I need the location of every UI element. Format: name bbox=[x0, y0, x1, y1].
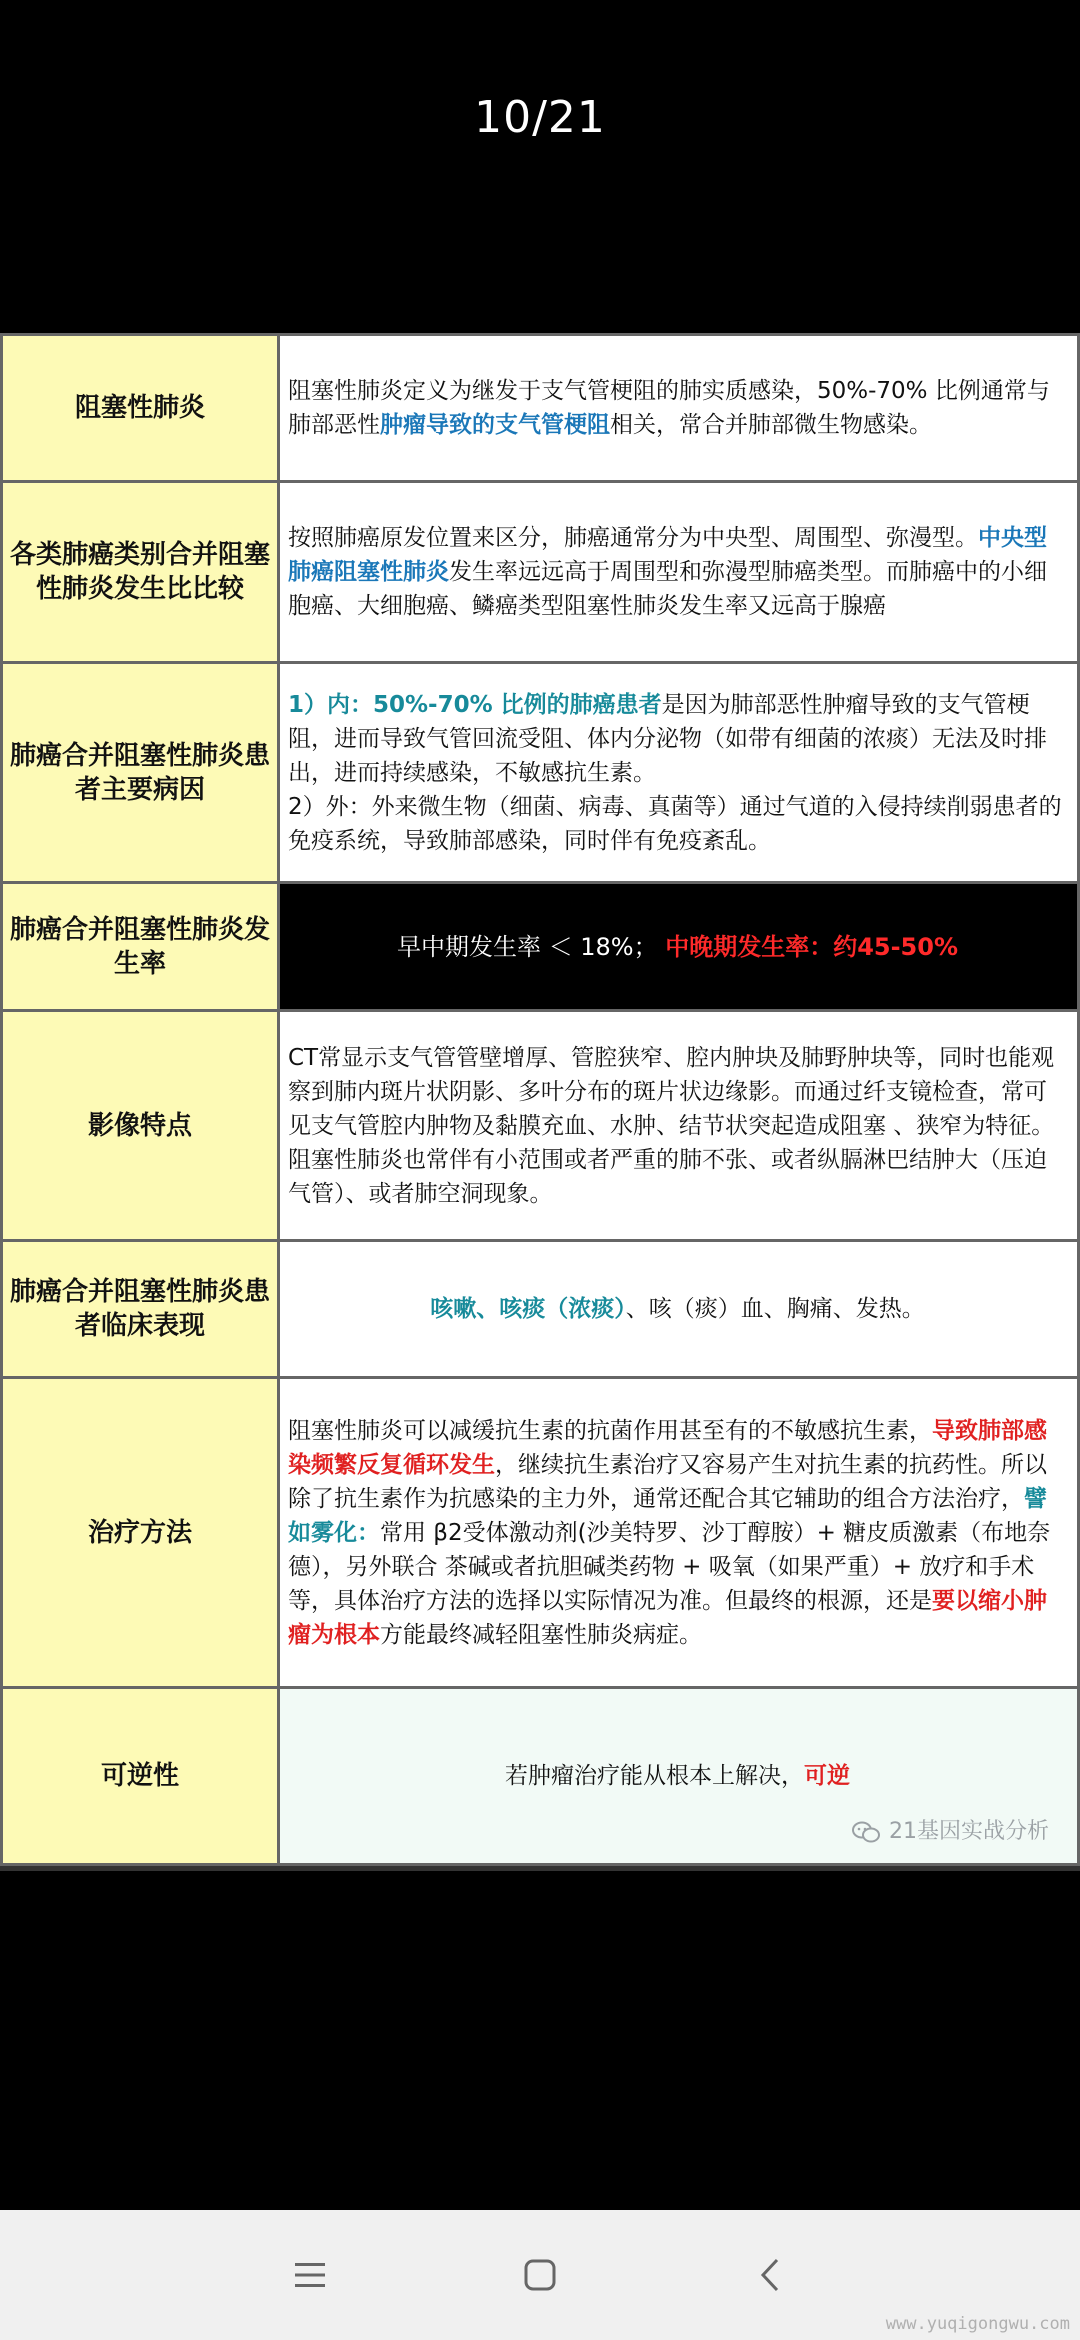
wechat-icon bbox=[851, 1820, 881, 1844]
highlighted-text: 1）内：50%-70% 比例的肺癌患者 bbox=[288, 691, 662, 718]
row-content bbox=[279, 1688, 1079, 1865]
content-text: 若肿瘤治疗能从根本上解决， bbox=[505, 1763, 804, 1789]
table-row bbox=[2, 335, 1079, 482]
content-text: 2）外：外来微生物（细菌、病毒、真菌等）通过气道的入侵持续削弱患者的免疫系统，导致肺部感染，同时伴有免疫紊乱。 bbox=[288, 793, 1062, 854]
back-chevron-icon bbox=[758, 2257, 782, 2293]
navigation-bar bbox=[0, 2210, 1080, 2340]
content-text: 方能最终减轻阻塞性肺炎病症。 bbox=[380, 1621, 702, 1648]
row-content bbox=[279, 1378, 1079, 1688]
table-row bbox=[2, 1688, 1079, 1865]
info-table-image bbox=[0, 333, 1080, 1871]
row-content bbox=[279, 1011, 1079, 1241]
table-row bbox=[2, 482, 1079, 663]
row-content bbox=[279, 883, 1079, 1011]
row-label: 肺癌合并阻塞性肺炎患者主要病因 bbox=[2, 663, 279, 883]
highlighted-text: 中央型肺癌阻塞性肺炎 bbox=[288, 525, 1047, 585]
home-square-icon bbox=[523, 2258, 557, 2292]
table-row bbox=[2, 1378, 1079, 1688]
row-label: 阻塞性肺炎 bbox=[2, 335, 279, 482]
highlighted-text: 可逆 bbox=[804, 1763, 850, 1789]
content-text: CT常显示支气管管壁增厚、管腔狭窄、腔内肿块及肺野肿块等，同时也能观察到肺内斑片状阴影、多叶分布的斑片状边缘影。而通过纤支镜检查，常可见支气管腔内肿物及黏膜充血、水肿、结节状突起造成阻塞 、狭窄为特征。阻塞性肺炎也常伴有小范围或者严重的肺不张、或者纵膈淋巴结肿大（压迫气管）、或者肺空洞现象。 bbox=[288, 1044, 1055, 1207]
wechat-watermark bbox=[851, 1815, 1049, 1849]
table-row bbox=[2, 1011, 1079, 1241]
row-content bbox=[279, 663, 1079, 883]
row-label: 肺癌合并阻塞性肺炎发生率 bbox=[2, 883, 279, 1011]
site-watermark: www.yuqigongwu.com bbox=[885, 2314, 1070, 2334]
row-label: 肺癌合并阻塞性肺炎患者临床表现 bbox=[2, 1241, 279, 1378]
content-text: 、咳（痰）血、胸痛、发热。 bbox=[625, 1296, 925, 1322]
row-label: 治疗方法 bbox=[2, 1378, 279, 1688]
content-text: 相关，常合并肺部微生物感染。 bbox=[610, 412, 932, 438]
content-text: 阻塞性肺炎定义为继发于支气管梗阻的肺实质感染，50%-70% 比例通常与肺部恶性 bbox=[288, 378, 1050, 438]
highlighted-text: 导致肺部感染频繁反复循环发生 bbox=[288, 1417, 1047, 1478]
table-row bbox=[2, 1241, 1079, 1378]
highlighted-text: 譬如雾化： bbox=[288, 1485, 1047, 1546]
highlighted-text: 肿瘤导致的支气管梗阻 bbox=[380, 412, 610, 438]
highlighted-text: 咳嗽、咳痰（浓痰） bbox=[430, 1296, 626, 1322]
content-text: ，继续抗生素治疗又容易产生对抗生素的抗药性。所以除了抗生素作为抗感染的主力外，通常还配合其它辅助的组合方法治疗， bbox=[288, 1451, 1047, 1512]
back-button[interactable] bbox=[750, 2255, 790, 2295]
content-text: 阻塞性肺炎可以减缓抗生素的抗菌作用甚至有的不敏感抗生素， bbox=[288, 1417, 932, 1444]
row-content bbox=[279, 1241, 1079, 1378]
menu-button[interactable] bbox=[290, 2255, 330, 2295]
content-text: 是因为肺部恶性肿瘤导致的支气管梗阻，进而导致气管回流受阻、体内分泌物（如带有细菌的浓痰）无法及时排出，进而持续感染，不敏感抗生素。 bbox=[288, 691, 1047, 786]
row-label: 影像特点 bbox=[2, 1011, 279, 1241]
page-counter: 10/21 bbox=[474, 92, 606, 143]
highlighted-text: 中晚期发生率：约45-50% bbox=[665, 932, 959, 961]
menu-icon bbox=[293, 2260, 327, 2290]
row-label: 各类肺癌类别合并阻塞性肺炎发生比比较 bbox=[2, 482, 279, 663]
content-text: 发生率远远高于周围型和弥漫型肺癌类型。而肺癌中的小细胞癌、大细胞癌、鳞癌类型阻塞性肺炎发生率又远高于腺癌 bbox=[288, 559, 1047, 619]
table-row bbox=[2, 883, 1079, 1011]
home-button[interactable] bbox=[520, 2255, 560, 2295]
watermark-text: 21基因实战分析 bbox=[889, 1819, 1049, 1844]
row-content bbox=[279, 482, 1079, 663]
content-text: 按照肺癌原发位置来区分，肺癌通常分为中央型、周围型、弥漫型。 bbox=[288, 525, 978, 551]
row-label: 可逆性 bbox=[2, 1688, 279, 1865]
content-text: 常用 β2受体激动剂(沙美特罗、沙丁醇胺）+ 糖皮质激素（布地奈德），另外联合 茶碱或者抗胆碱类药物 + 吸氧（如果严重）+ 放疗和手术等，具体治疗方法的选择以实际情况为准。但最终的根源，还是 bbox=[288, 1519, 1051, 1614]
row-content bbox=[279, 335, 1079, 482]
info-table bbox=[0, 333, 1080, 1866]
content-text: 早中期发生率 ＜ 18%； bbox=[396, 932, 666, 961]
table-row bbox=[2, 663, 1079, 883]
highlighted-text: 要以缩小肿瘤为根本 bbox=[288, 1587, 1047, 1648]
